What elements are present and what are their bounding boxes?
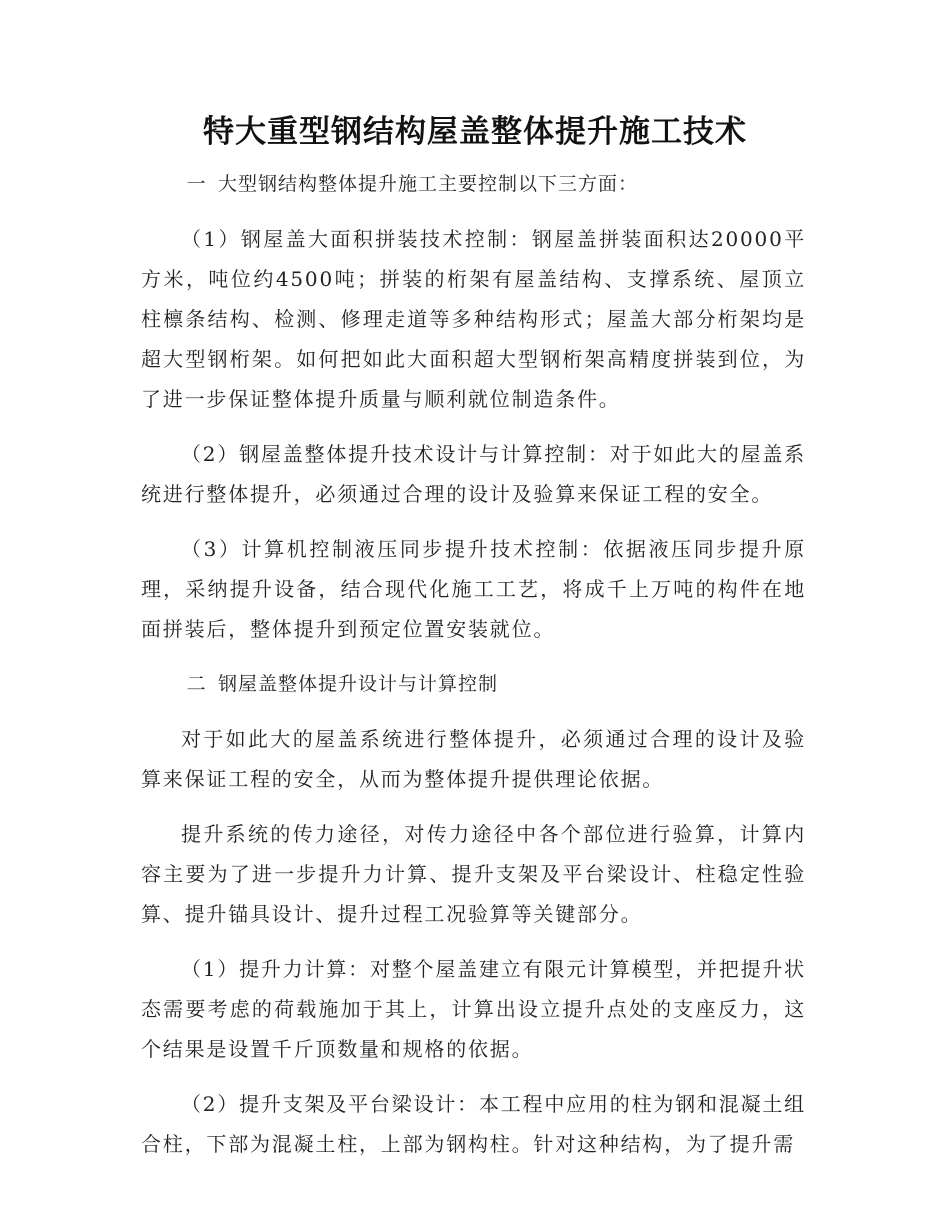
document-title: 特大重型钢结构屋盖整体提升施工技术 <box>203 114 747 150</box>
paragraph: （2）钢屋盖整体提升技术设计与计算控制：对于如此大的屋盖系统进行整体提升，必须通过合理的设计及验算来保证工程的安全。 <box>141 442 806 506</box>
paragraph: 对于如此大的屋盖系统进行整体提升，必须通过合理的设计及验算来保证工程的安全，从而为整体提升提供理论依据。 <box>141 727 806 791</box>
document-body <box>141 164 806 1179</box>
paragraph: （3）计算机控制液压同步提升技术控制：依据液压同步提升原理，采纳提升设备，结合现代化施工工艺，将成千上万吨的构件在地面拼装后，整体提升到预定位置安装就位。 <box>141 537 806 641</box>
section-heading-text: 大型钢结构整体提升施工主要控制以下三方面： <box>218 173 639 195</box>
paragraph: （2）提升支架及平台梁设计：本工程中应用的柱为钢和混凝土组合柱，下部为混凝土柱，上部为钢构柱。针对这种结构，为了提升需 <box>141 1092 806 1156</box>
section-number: 二 <box>186 673 207 695</box>
paragraph: （1）钢屋盖大面积拼装技术控制：钢屋盖拼装面积达20000平方米，吨位约4500吨；拼装的桁架有屋盖结构、支撑系统、屋顶立柱檩条结构、检测、修理走道等多种结构形式；屋盖大部分桁架均是超大型钢桁架。如何把如此大面积超大型钢桁架高精度拼装到位，为了进一步保证整体提升质量与顺利就位制造条件。 <box>141 227 806 411</box>
section-number: 一 <box>186 173 207 195</box>
section-heading-text: 钢屋盖整体提升设计与计算控制 <box>218 673 499 695</box>
paragraph: （1）提升力计算：对整个屋盖建立有限元计算模型，并把提升状态需要考虑的荷载施加于其上，计算出设立提升点处的支座反力，这个结果是设置千斤顶数量和规格的依据。 <box>141 957 806 1061</box>
section-heading-2 <box>141 664 806 704</box>
section-heading-1 <box>141 164 806 204</box>
paragraph: 提升系统的传力途径，对传力途径中各个部位进行验算，计算内容主要为了进一步提升力计算、提升支架及平台梁设计、柱稳定性验算、提升锚具设计、提升过程工况验算等关键部分。 <box>141 822 806 926</box>
